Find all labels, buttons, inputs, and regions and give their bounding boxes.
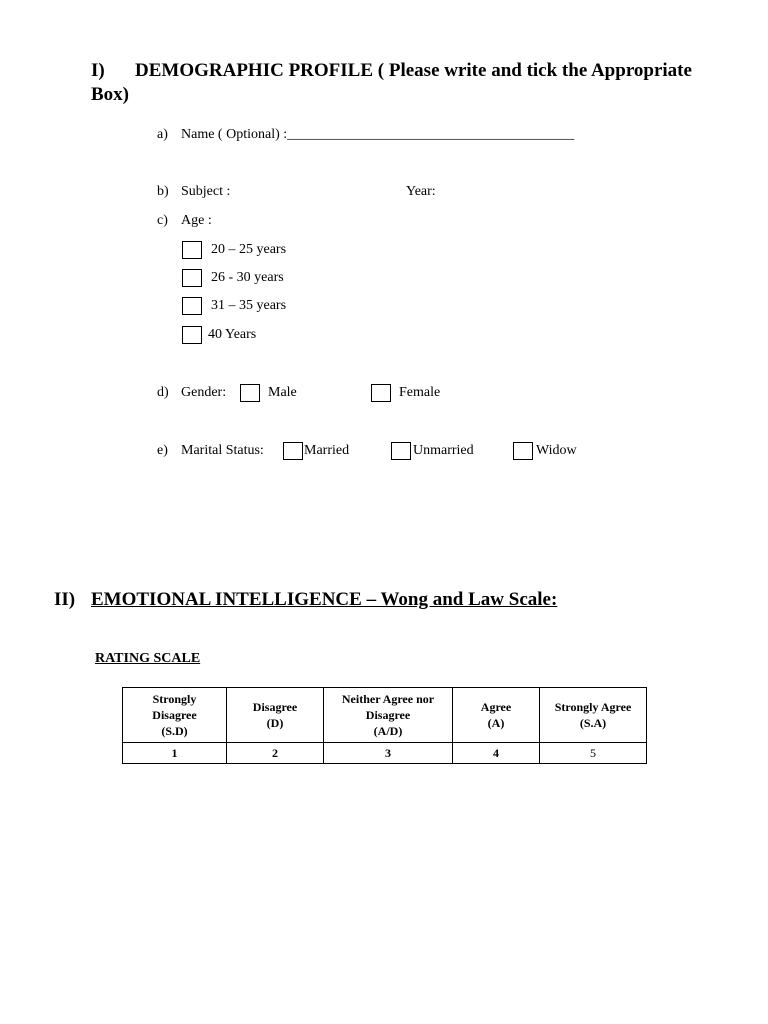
header-text: (A/D): [373, 724, 403, 738]
rating-scale-heading: RATING SCALE: [95, 651, 201, 666]
marital-checkbox-unmarried[interactable]: [391, 442, 411, 460]
field-b-marker: b): [157, 184, 169, 199]
marital-option-label: Married: [304, 443, 350, 458]
header-text: (D): [266, 716, 284, 730]
value-cell: 1: [123, 743, 227, 764]
section1-title-line2: Box): [91, 84, 129, 105]
header-text: Strongly: [152, 692, 197, 706]
gender-checkbox-male[interactable]: [240, 384, 260, 402]
marital-status-label: Marital Status:: [181, 443, 264, 458]
header-cell-neither: [324, 688, 453, 743]
section1-title-line1: DEMOGRAPHIC PROFILE ( Please write and tick the Appropriate: [135, 60, 692, 81]
field-e-marker: e): [157, 443, 168, 458]
age-option-label: 26 - 30 years: [211, 270, 284, 285]
section2-number: II): [54, 589, 76, 610]
header-text: (S.A): [579, 716, 607, 730]
value-cell: 4: [453, 743, 540, 764]
marital-checkbox-married[interactable]: [283, 442, 303, 460]
gender-option-label: Male: [268, 385, 297, 400]
year-field[interactable]: Year:: [406, 184, 436, 199]
value-cell: 2: [227, 743, 324, 764]
age-option-label: 40 Years: [208, 327, 257, 342]
marital-option-label: Unmarried: [413, 443, 474, 458]
header-text: Neither Agree nor: [341, 692, 435, 706]
age-checkbox-31-35[interactable]: [182, 297, 202, 315]
header-text: (S.D): [161, 724, 188, 738]
name-field[interactable]: Name ( Optional) :_________________________________________: [181, 127, 575, 142]
table-row: [123, 743, 647, 764]
header-text: Disagree: [365, 708, 411, 722]
header-text: (A): [487, 716, 505, 730]
gender-label: Gender:: [181, 385, 227, 400]
marital-option-label: Widow: [536, 443, 577, 458]
age-label: Age :: [181, 213, 212, 228]
header-cell-strongly-agree: [540, 688, 647, 743]
header-text: Disagree: [252, 700, 298, 714]
marital-checkbox-widow[interactable]: [513, 442, 533, 460]
header-cell-agree: [453, 688, 540, 743]
header-cell-strongly-disagree: [123, 688, 227, 743]
header-cell-disagree: [227, 688, 324, 743]
section2-title: EMOTIONAL INTELLIGENCE – Wong and Law Scale:: [91, 589, 558, 610]
age-option-label: 20 – 25 years: [211, 242, 287, 257]
age-checkbox-26-30[interactable]: [182, 269, 202, 287]
gender-checkbox-female[interactable]: [371, 384, 391, 402]
field-d-marker: d): [157, 385, 169, 400]
age-option-label: 31 – 35 years: [211, 298, 287, 313]
header-text: Agree: [480, 700, 512, 714]
subject-field[interactable]: Subject :: [181, 184, 231, 199]
header-text: Disagree: [152, 708, 197, 722]
age-checkbox-20-25[interactable]: [182, 241, 202, 259]
field-a-marker: a): [157, 127, 168, 142]
rating-scale-table: [122, 687, 647, 764]
table-header-row: [123, 688, 647, 743]
value-cell: 5: [540, 743, 647, 764]
value-cell: 3: [324, 743, 453, 764]
header-text: Strongly Agree: [554, 700, 632, 714]
field-c-marker: c): [157, 213, 168, 228]
gender-option-label: Female: [399, 385, 441, 400]
age-checkbox-40[interactable]: [182, 326, 202, 344]
section1-number: I): [91, 60, 105, 81]
